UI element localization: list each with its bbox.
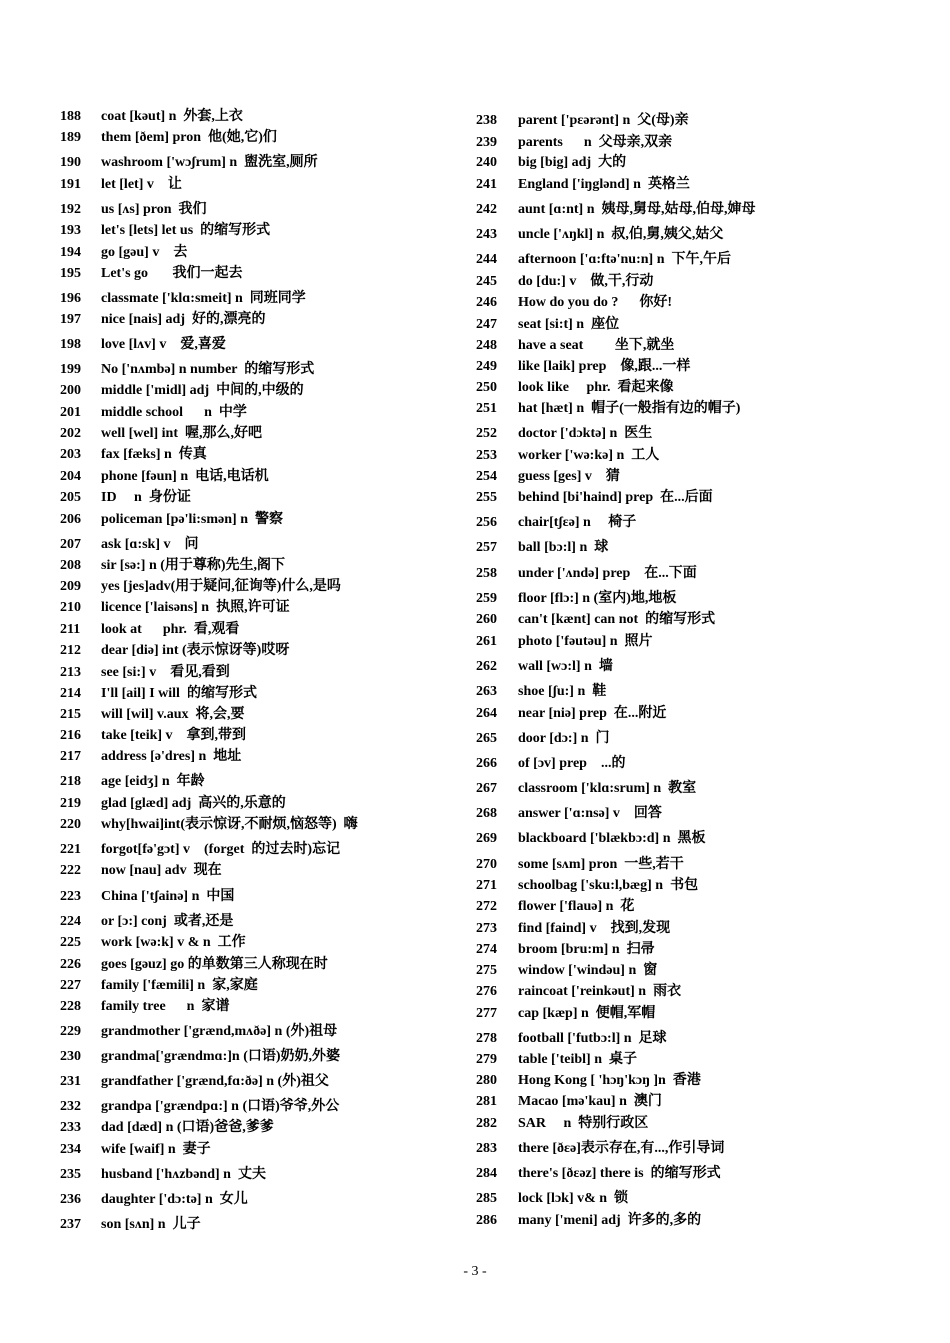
entry-number: 274 — [476, 942, 497, 957]
entry-text: hat [hæt] n 帽子(一般指有边的帽子) — [518, 401, 741, 416]
entry-text: age [eidʒ] n 年龄 — [101, 774, 205, 789]
entry-number: 266 — [476, 756, 497, 771]
entry-number: 264 — [476, 706, 497, 721]
entry-text: look at phr. 看,观看 — [101, 622, 240, 637]
entry-number: 282 — [476, 1116, 497, 1131]
entry-text: photo ['fəutəu] n 照片 — [518, 634, 653, 649]
entry-text: there's [ðεəz] there is 的缩写形式 — [518, 1166, 721, 1181]
entry-text: classmate ['klɑ:smeit] n 同班同学 — [101, 291, 306, 306]
entry-text: licence ['laisəns] n 执照,许可证 — [101, 600, 290, 615]
entry-text: answer ['ɑ:nsə] v 回答 — [518, 806, 662, 821]
entry-text: will [wil] v.aux 将,会,要 — [101, 707, 245, 722]
entry-text: worker ['wə:kə] n 工人 — [518, 448, 660, 463]
entry-text: blackboard ['blækbɔ:d] n 黑板 — [518, 831, 706, 846]
entry-number: 197 — [60, 312, 81, 327]
entry-text: wife [waif] n 妻子 — [101, 1142, 211, 1157]
entry-text: why[hwai]int(表示惊讶,不耐烦,恼怒等) 嗨 — [101, 817, 358, 832]
entry-text: them [ðem] pron 他(她,它)们 — [101, 130, 277, 145]
entry-text: washroom ['wɔʃrum] n 盥洗室,厕所 — [101, 155, 318, 170]
entry-text: wall [wɔ:l] n 墙 — [518, 659, 613, 674]
entry-text: ball [bɔ:l] n 球 — [518, 540, 609, 555]
entry-text: I'll [ail] I will 的缩写形式 — [101, 686, 257, 701]
entry-text: door [dɔ:] n 门 — [518, 731, 610, 746]
entry-text: daughter ['dɔ:tə] n 女儿 — [101, 1192, 248, 1207]
entry-number: 219 — [60, 796, 81, 811]
entry-text: goes [gəuz] go 的单数第三人称现在时 — [101, 957, 328, 972]
entry-text: go [gəu] v 去 — [101, 245, 188, 260]
entry-text: let [let] v 让 — [101, 177, 182, 192]
entry-text: How do you do ? 你好! — [518, 295, 673, 310]
entry-number: 199 — [60, 362, 81, 377]
entry-text: near [niə] prep 在...附近 — [518, 706, 667, 721]
entry-number: 273 — [476, 921, 497, 936]
entry-text: see [si:] v 看见,看到 — [101, 665, 230, 680]
entry-text: big [big] adj 大的 — [518, 155, 627, 170]
entry-text: family tree n 家谱 — [101, 999, 230, 1014]
entry-number: 234 — [60, 1142, 81, 1157]
entry-number: 233 — [60, 1120, 81, 1135]
entry-text: family ['fæmili] n 家,家庭 — [101, 978, 258, 993]
entry-number: 243 — [476, 227, 497, 242]
entry-number: 271 — [476, 878, 497, 893]
entry-number: 261 — [476, 634, 497, 649]
entry-number: 257 — [476, 540, 497, 555]
entry-number: 218 — [60, 774, 81, 789]
entry-text: address [ə'dres] n 地址 — [101, 749, 242, 764]
entry-text: many ['meni] adj 许多的,多的 — [518, 1213, 702, 1228]
entry-number: 254 — [476, 469, 497, 484]
entry-text: have a seat 坐下,就坐 — [518, 338, 675, 353]
entry-number: 216 — [60, 728, 81, 743]
entry-number: 223 — [60, 889, 81, 904]
entry-number: 190 — [60, 155, 81, 170]
entry-text: broom [bru:m] n 扫帚 — [518, 942, 655, 957]
entry-number: 277 — [476, 1006, 497, 1021]
entry-text: forgot[fə'gɔt] v (forget 的过去时)忘记 — [101, 842, 341, 857]
entry-number: 279 — [476, 1052, 497, 1067]
entry-text: lock [lɔk] v& n 锁 — [518, 1191, 629, 1206]
entry-number: 198 — [60, 337, 81, 352]
entry-text: football ['futbɔ:l] n 足球 — [518, 1031, 667, 1046]
entry-number: 189 — [60, 130, 81, 145]
entry-number: 280 — [476, 1073, 497, 1088]
entry-text: afternoon ['ɑ:ftə'nu:n] n 下午,午后 — [518, 252, 731, 267]
entry-number: 255 — [476, 490, 497, 505]
entry-text: dad [dæd] n (口语)爸爸,爹爹 — [101, 1120, 274, 1135]
entry-text: look like phr. 看起来像 — [518, 380, 674, 395]
entry-number: 212 — [60, 643, 81, 658]
entry-text: us [ʌs] pron 我们 — [101, 202, 207, 217]
entry-number: 245 — [476, 274, 497, 289]
entry-text: grandmother ['grænd,mʌðə] n (外)祖母 — [101, 1024, 338, 1039]
entry-text: grandma['grændmɑ:]n (口语)奶奶,外婆 — [101, 1049, 341, 1064]
entry-text: glad [glæd] adj 高兴的,乐意的 — [101, 796, 286, 811]
entry-number: 221 — [60, 842, 81, 857]
entry-text: policeman [pə'li:smən] n 警察 — [101, 512, 283, 527]
entry-number: 209 — [60, 579, 81, 594]
entry-text: No ['nʌmbə] n number 的缩写形式 — [101, 362, 315, 377]
entry-number: 272 — [476, 899, 497, 914]
entry-text: now [nau] adv 现在 — [101, 863, 222, 878]
entry-text: seat [si:t] n 座位 — [518, 317, 620, 332]
entry-number: 208 — [60, 558, 81, 573]
entry-number: 260 — [476, 612, 497, 627]
entry-number: 217 — [60, 749, 81, 764]
entry-text: chair[tʃεə] n 椅子 — [518, 515, 637, 530]
entry-number: 237 — [60, 1217, 81, 1232]
entry-text: flower ['flauə] n 花 — [518, 899, 635, 914]
entry-text: guess [ges] v 猜 — [518, 469, 620, 484]
entry-number: 222 — [60, 863, 81, 878]
entry-number: 225 — [60, 935, 81, 950]
entry-number: 194 — [60, 245, 81, 260]
entry-text: parent ['pεərənt] n 父(母)亲 — [518, 113, 689, 128]
entry-number: 201 — [60, 405, 81, 420]
entry-number: 269 — [476, 831, 497, 846]
entry-number: 226 — [60, 957, 81, 972]
entry-text: Let's go 我们一起去 — [101, 266, 243, 281]
entry-number: 276 — [476, 984, 497, 999]
entry-text: like [laik] prep 像,跟...一样 — [518, 359, 691, 374]
entry-number: 210 — [60, 600, 81, 615]
entry-text: nice [nais] adj 好的,漂亮的 — [101, 312, 266, 327]
entry-number: 259 — [476, 591, 497, 606]
entry-text: aunt [ɑ:nt] n 姨母,舅母,姑母,伯母,婶母 — [518, 202, 756, 217]
entry-text: SAR n 特别行政区 — [518, 1116, 649, 1131]
entry-number: 241 — [476, 177, 497, 192]
entry-number: 202 — [60, 426, 81, 441]
entry-text: take [teik] v 拿到,带到 — [101, 728, 247, 743]
entry-number: 285 — [476, 1191, 497, 1206]
entry-number: 244 — [476, 252, 497, 267]
entry-number: 200 — [60, 383, 81, 398]
entry-text: do [du:] v 做,干,行动 — [518, 274, 654, 289]
entry-number: 236 — [60, 1192, 81, 1207]
entry-number: 284 — [476, 1166, 497, 1181]
entry-number: 258 — [476, 566, 497, 581]
entry-text: can't [kænt] can not 的缩写形式 — [518, 612, 716, 627]
entry-text: husband ['hʌzbənd] n 丈夫 — [101, 1167, 266, 1182]
entry-number: 231 — [60, 1074, 81, 1089]
entry-number: 207 — [60, 537, 81, 552]
entry-text: uncle ['ʌŋkl] n 叔,伯,舅,姨父,姑父 — [518, 227, 724, 242]
entry-text: middle ['midl] adj 中间的,中级的 — [101, 383, 304, 398]
entry-text: love [lʌv] v 爱,喜爱 — [101, 337, 226, 352]
entry-text: phone [fəun] n 电话,电话机 — [101, 469, 269, 484]
entry-text: sir [sə:] n (用于尊称)先生,阁下 — [101, 558, 286, 573]
entry-text: yes [jes]adv(用于疑问,征询等)什么,是吗 — [101, 579, 341, 594]
entry-text: find [faind] v 找到,发现 — [518, 921, 671, 936]
entry-text: under ['ʌndə] prep 在...下面 — [518, 566, 697, 581]
entry-number: 267 — [476, 781, 497, 796]
entry-number: 224 — [60, 914, 81, 929]
entry-number: 230 — [60, 1049, 81, 1064]
entry-number: 268 — [476, 806, 497, 821]
entry-text: well [wel] int 喔,那么,好吧 — [101, 426, 262, 441]
entry-text: ID n 身份证 — [101, 490, 191, 505]
entry-text: middle school n 中学 — [101, 405, 247, 420]
entry-text: classroom ['klɑ:srum] n 教室 — [518, 781, 697, 796]
entry-text: raincoat ['reinkəut] n 雨衣 — [518, 984, 682, 999]
entry-text: schoolbag ['sku:l,bæg] n 书包 — [518, 878, 699, 893]
entry-number: 246 — [476, 295, 497, 310]
entry-number: 193 — [60, 223, 81, 238]
entry-number: 188 — [60, 109, 81, 124]
page-number: - 3 - — [463, 1264, 487, 1279]
entry-number: 235 — [60, 1167, 81, 1182]
entry-number: 242 — [476, 202, 497, 217]
entry-text: Macao [mə'kau] n 澳门 — [518, 1094, 662, 1109]
entry-number: 192 — [60, 202, 81, 217]
entry-number: 270 — [476, 857, 497, 872]
entry-text: table ['teibl] n 桌子 — [518, 1052, 637, 1067]
entry-number: 214 — [60, 686, 81, 701]
entry-number: 275 — [476, 963, 497, 978]
entry-text: China ['tʃainə] n 中国 — [101, 889, 235, 904]
entry-number: 265 — [476, 731, 497, 746]
entry-text: there [ðεə]表示存在,有...,作引导词 — [518, 1141, 725, 1156]
entry-text: some [sʌm] pron 一些,若干 — [518, 857, 684, 872]
entry-number: 263 — [476, 684, 497, 699]
entry-text: parents n 父母亲,双亲 — [518, 135, 673, 150]
entry-number: 262 — [476, 659, 497, 674]
entry-number: 250 — [476, 380, 497, 395]
entry-text: fax [fæks] n 传真 — [101, 447, 207, 462]
entry-text: floor [flɔ:] n (室内)地,地板 — [518, 591, 677, 606]
entry-text: grandfather ['grænd,fɑ:ðə] n (外)祖父 — [101, 1074, 329, 1089]
entry-number: 215 — [60, 707, 81, 722]
entry-text: or [ɔ:] conj 或者,还是 — [101, 914, 234, 929]
entry-text: dear [diə] int (表示惊讶等)哎呀 — [101, 643, 290, 658]
entry-number: 281 — [476, 1094, 497, 1109]
entry-text: let's [lets] let us 的缩写形式 — [101, 223, 271, 238]
entry-number: 240 — [476, 155, 497, 170]
entry-number: 228 — [60, 999, 81, 1014]
entry-number: 195 — [60, 266, 81, 281]
entry-number: 191 — [60, 177, 81, 192]
entry-text: grandpa ['grændpɑ:] n (口语)爷爷,外公 — [101, 1099, 340, 1114]
entry-text: doctor ['dɔktə] n 医生 — [518, 426, 653, 441]
entry-number: 229 — [60, 1024, 81, 1039]
entry-number: 247 — [476, 317, 497, 332]
entry-number: 251 — [476, 401, 497, 416]
entry-number: 211 — [60, 622, 81, 637]
entry-number: 206 — [60, 512, 81, 527]
entry-text: window ['windəu] n 窗 — [518, 963, 658, 978]
entry-number: 204 — [60, 469, 81, 484]
entry-text: England ['iŋglənd] n 英格兰 — [518, 177, 690, 192]
entry-text: work [wə:k] v & n 工作 — [101, 935, 246, 950]
entry-number: 203 — [60, 447, 81, 462]
entry-number: 232 — [60, 1099, 81, 1114]
entry-text: son [sʌn] n 儿子 — [101, 1217, 201, 1232]
entry-number: 286 — [476, 1213, 497, 1228]
entry-text: of [ɔv] prep ...的 — [518, 756, 626, 771]
entry-text: cap [kæp] n 便帽,军帽 — [518, 1006, 656, 1021]
entry-text: shoe [ʃu:] n 鞋 — [518, 684, 607, 699]
entry-number: 253 — [476, 448, 497, 463]
entry-number: 238 — [476, 113, 497, 128]
entry-number: 220 — [60, 817, 81, 832]
entry-number: 278 — [476, 1031, 497, 1046]
entry-number: 239 — [476, 135, 497, 150]
entry-number: 256 — [476, 515, 497, 530]
entry-number: 248 — [476, 338, 497, 353]
entry-text: behind [bi'haind] prep 在...后面 — [518, 490, 713, 505]
entry-number: 196 — [60, 291, 81, 306]
entry-number: 252 — [476, 426, 497, 441]
entry-number: 205 — [60, 490, 81, 505]
entry-text: ask [ɑ:sk] v 问 — [101, 537, 199, 552]
entry-text: coat [kəut] n 外套,上衣 — [101, 109, 243, 124]
entry-number: 213 — [60, 665, 81, 680]
entry-number: 283 — [476, 1141, 497, 1156]
entry-number: 227 — [60, 978, 81, 993]
entry-number: 249 — [476, 359, 497, 374]
entry-text: Hong Kong [ 'hɔŋ'kɔŋ ]n 香港 — [518, 1073, 701, 1088]
